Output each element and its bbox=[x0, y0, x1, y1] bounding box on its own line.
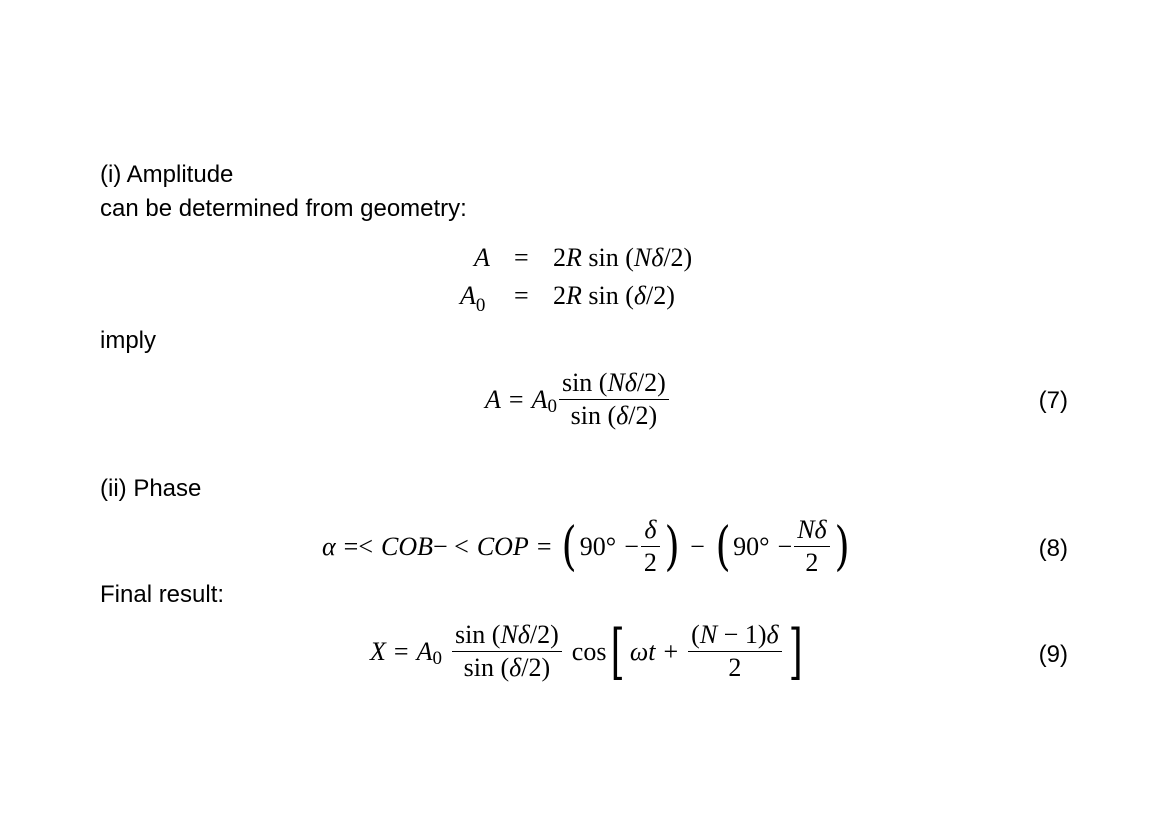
equation-A-rhs: 2R sin (Nδ/2) bbox=[553, 243, 693, 272]
equation-9: X = A 0 $\frac{\sin (N\delta/2)}{\sin (\delta/2)}$ cos [ ωt + $\frac{(N - 1)\delta}{2}$ ] bbox=[370, 616, 803, 687]
section-heading-amplitude: (i) Amplitude bbox=[100, 161, 234, 188]
equation-A-row: A bbox=[474, 243, 490, 272]
imply-text: imply bbox=[100, 327, 157, 354]
section-heading-phase: (ii) Phase bbox=[100, 475, 202, 502]
final-result-label: Final result: bbox=[100, 581, 225, 608]
equation-8: α =< COB − < COP = ( 90° − $\frac{\delta}{2}$ ) − ( 90° − $\frac{N\delta}{2}$ ) bbox=[322, 515, 850, 577]
equation-number-8: (8) bbox=[1038, 535, 1068, 562]
equation-7: A = A 0 $\frac{\sin (N\delta/2)}{\sin (\delta/2)}$ bbox=[485, 368, 671, 431]
fraction-sin-ratio: $\frac{\sin (N\delta/2)}{\sin (\delta/2)}$ bbox=[559, 368, 669, 431]
equation-A0-row: $A_0$ bbox=[460, 281, 486, 316]
equation-number-9: (9) bbox=[1038, 641, 1068, 668]
equation-number-7: (7) bbox=[1038, 387, 1068, 414]
geometry-intro-text: can be determined from geometry: bbox=[100, 195, 467, 222]
equation-A0-rhs: 2R sin (δ/2) bbox=[553, 281, 675, 310]
